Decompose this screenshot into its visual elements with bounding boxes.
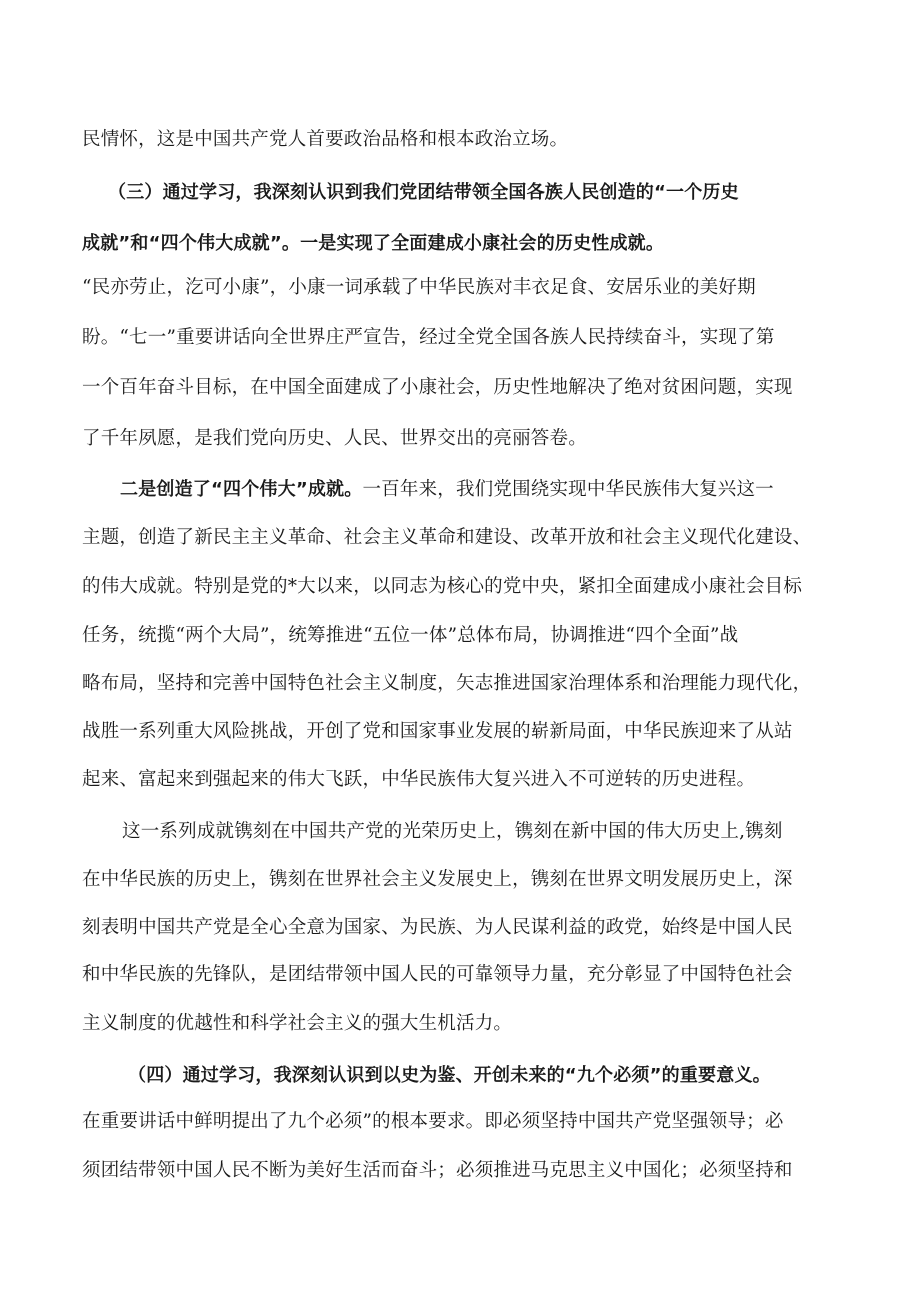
text-line	[82, 963, 793, 987]
text-segment: 战胜一系列重大风险挑战，开创了党和国家事业发展的崭新局面，中华民族迎来了从站	[82, 721, 793, 742]
text-segment: 一个百年奋斗目标，在中国全面建成了小康社会，历史性地解决了绝对贫困问题，实现	[82, 377, 793, 398]
text-line	[82, 672, 811, 696]
text-segment: 和中华民族的先锋队，是团结带领中国人民的可靠领导力量，充分彰显了中国特色社会	[82, 964, 793, 985]
text-segment: 一百年来，我们党围绕实现中华民族伟大复兴这一	[362, 479, 774, 500]
text-line	[82, 868, 793, 892]
text-segment: 主义制度的优越性和科学社会主义的强大生机活力。	[82, 1013, 513, 1034]
text-segment: 起来、富起来到强起来的伟大飞跃，中华民族伟大复兴进入不可逆转的历史进程。	[82, 769, 756, 790]
text-line	[82, 720, 793, 744]
text-segment: 主题，创造了新民主主义革命、社会主义革命和建设、改革开放和社会主义现代化建设、	[82, 527, 812, 548]
text-segment: 这一系列成就镌刻在中国共产党的光荣历史上，镌刻在新中国的伟大历史上,镌刻	[122, 821, 783, 842]
text-segment: （三）通过学习，我深刻认识到我们党团结带领全国各族人民创造的“一个历史	[108, 182, 739, 203]
text-line	[120, 478, 774, 502]
text-segment: 的伟大成就。特别是党的*大以来，以同志为核心的党中央，紧扣全面建成小康社会目标	[82, 576, 803, 597]
text-segment: 须团结带领中国人民不断为美好生活而奋斗；必须推进马克思主义中国化；必须坚持和	[82, 1160, 793, 1181]
text-line	[82, 624, 738, 648]
text-line	[82, 427, 587, 451]
text-segment-bold: 二是创造了“四个伟大”成就。	[120, 479, 363, 500]
text-line	[82, 1012, 512, 1036]
section-heading	[108, 181, 739, 205]
section-heading	[82, 232, 664, 256]
text-line	[82, 1110, 784, 1134]
text-line	[82, 1159, 793, 1183]
text-line	[82, 326, 775, 350]
text-segment: 在重要讲话中鲜明提出了九个必须”的根本要求。即必须坚持中国共产党坚强领导；必	[82, 1111, 784, 1132]
text-line	[82, 276, 756, 300]
text-line	[82, 575, 802, 599]
text-segment: 刻表明中国共产党是全心全意为国家、为民族、为人民谋利益的政党，始终是中国人民	[82, 917, 793, 938]
text-segment: 略布局，坚持和完善中国特色社会主义制度，矢志推进国家治理体系和治理能力现代化，	[82, 673, 812, 694]
text-segment: 任务，统揽“两个大局”，统筹推进“五位一体”总体布局，协调推进“四个全面”战	[82, 625, 739, 646]
text-line	[82, 916, 793, 940]
text-segment: （四）通过学习，我深刻认识到以史为鉴、开创未来的“九个必须”的重要意义。	[128, 1065, 771, 1086]
text-segment: “民亦劳止，汔可小康”，小康一词承载了中华民族对丰衣足食、安居乐业的美好期	[82, 277, 756, 298]
text-segment: 成就”和“四个伟大成就”。一是实现了全面建成小康社会的历史性成就。	[82, 233, 665, 254]
text-segment: 在中华民族的历史上，镌刻在世界社会主义发展史上，镌刻在世界文明发展历史上，深	[82, 869, 793, 890]
text-line	[82, 768, 755, 792]
text-segment: 了千年夙愿，是我们党向历史、人民、世界交出的亮丽答卷。	[82, 428, 587, 449]
text-line	[82, 128, 568, 152]
text-segment: 盼。“七一”重要讲话向全世界庄严宣告，经过全党全国各族人民持续奋斗，实现了第	[82, 327, 775, 348]
text-line	[82, 376, 793, 400]
section-heading	[128, 1064, 771, 1088]
text-line	[122, 820, 783, 844]
text-segment: 民情怀，这是中国共产党人首要政治品格和根本政治立场。	[82, 129, 569, 150]
text-line	[82, 526, 811, 550]
